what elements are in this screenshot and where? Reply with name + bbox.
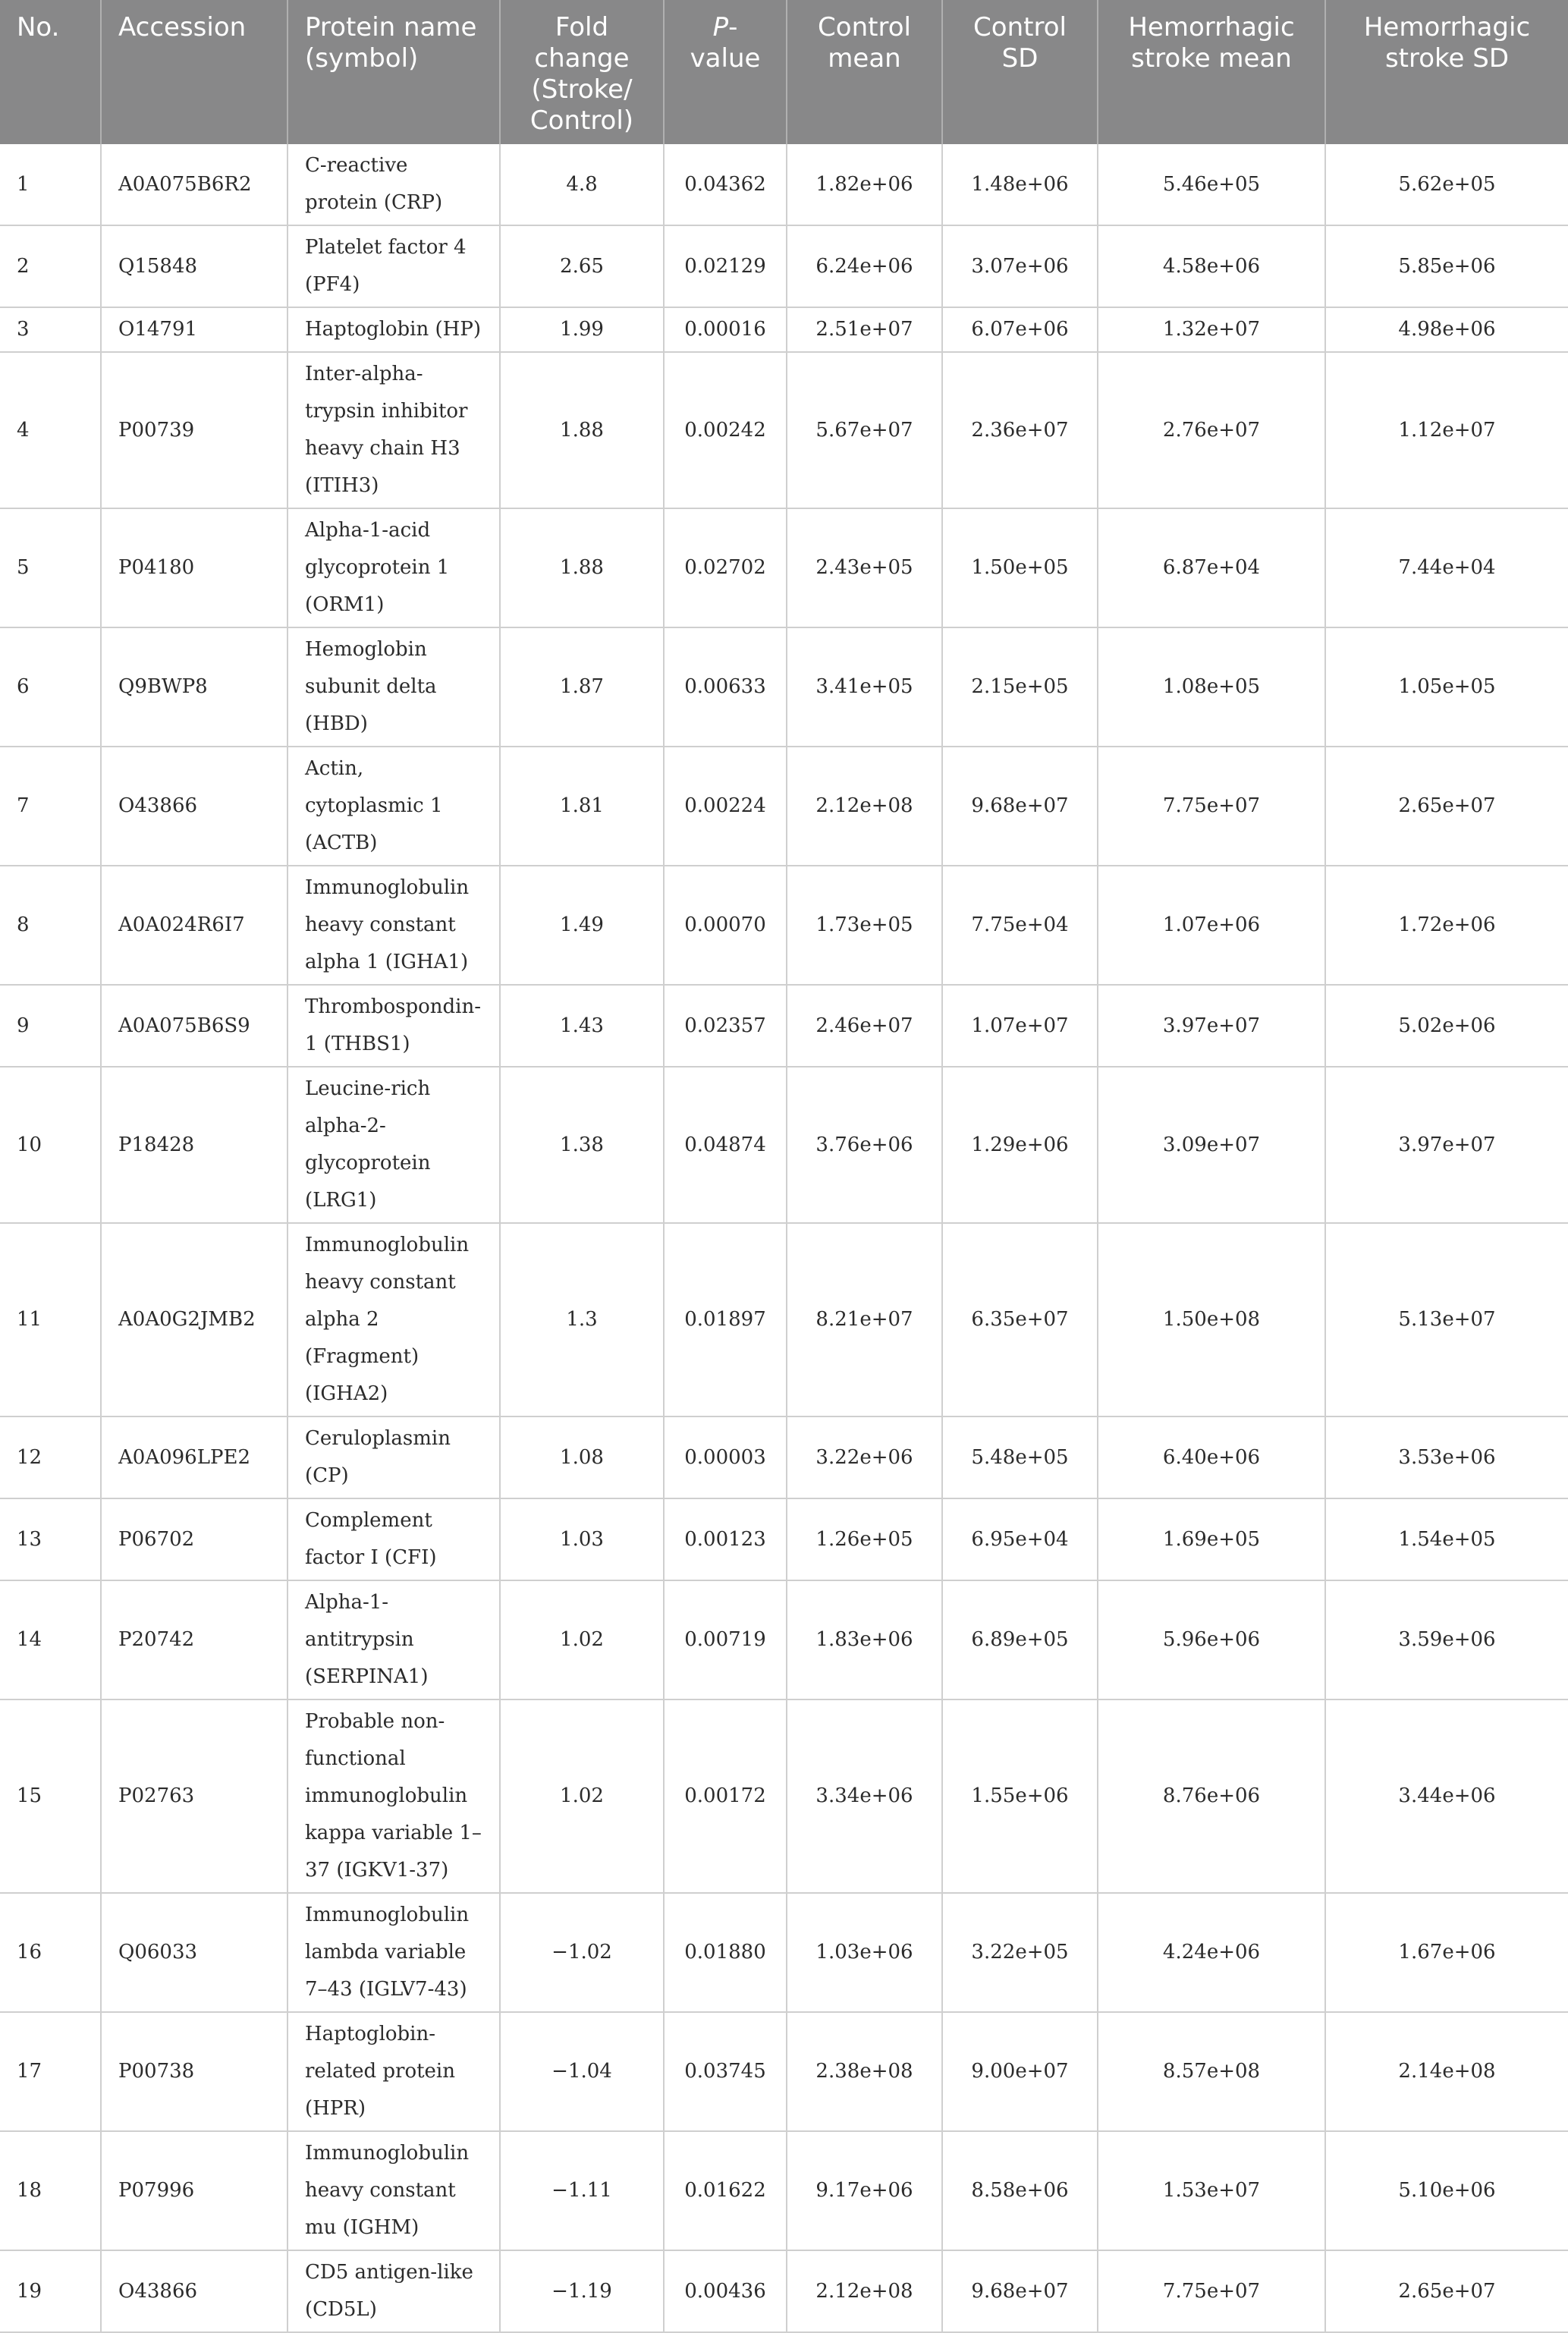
- header-control-sd: Control SD: [942, 0, 1098, 144]
- cell-stroke-sd: 1.54e+05: [1325, 1498, 1568, 1580]
- cell-p-value: 0.02357: [664, 985, 787, 1067]
- cell-fold-change: 1.88: [500, 508, 664, 627]
- cell-control-mean: 6.24e+06: [787, 225, 942, 307]
- cell-control-mean: 2.51e+07: [787, 307, 942, 352]
- cell-stroke-sd: 3.53e+06: [1325, 1416, 1568, 1498]
- cell-stroke-mean: 5.96e+06: [1098, 1580, 1325, 1699]
- header-accession: Accession: [101, 0, 288, 144]
- cell-protein-name: Alpha-1-antitrypsin (SERPINA1): [288, 1580, 500, 1699]
- cell-no: 4: [0, 352, 101, 508]
- cell-stroke-sd: 2.65e+07: [1325, 747, 1568, 866]
- table-row: [0, 1223, 1568, 1416]
- cell-fold-change: 1.49: [500, 866, 664, 985]
- cell-protein-name: CD5 antigen-like (CD5L): [288, 2250, 500, 2332]
- cell-control-mean: 3.22e+06: [787, 1416, 942, 1498]
- cell-p-value: 0.02129: [664, 225, 787, 307]
- cell-fold-change: 1.81: [500, 747, 664, 866]
- cell-control-mean: 3.76e+06: [787, 1067, 942, 1223]
- cell-no: 5: [0, 508, 101, 627]
- cell-no: 9: [0, 985, 101, 1067]
- cell-accession: P02763: [101, 1699, 288, 1893]
- cell-control-sd: 1.07e+07: [942, 985, 1098, 1067]
- cell-stroke-sd: 7.44e+04: [1325, 508, 1568, 627]
- cell-accession: P00739: [101, 352, 288, 508]
- cell-accession: P00738: [101, 2012, 288, 2131]
- cell-control-mean: 2.12e+08: [787, 2250, 942, 2332]
- cell-fold-change: 1.43: [500, 985, 664, 1067]
- cell-control-mean: 2.43e+05: [787, 508, 942, 627]
- cell-accession: P06702: [101, 1498, 288, 1580]
- cell-accession: P07996: [101, 2131, 288, 2250]
- cell-no: 10: [0, 1067, 101, 1223]
- cell-p-value: 0.00070: [664, 866, 787, 985]
- cell-no: 18: [0, 2131, 101, 2250]
- cell-control-sd: 7.75e+04: [942, 866, 1098, 985]
- cell-stroke-sd: 4.98e+06: [1325, 307, 1568, 352]
- cell-stroke-sd: 2.65e+07: [1325, 2250, 1568, 2332]
- cell-stroke-mean: 1.07e+06: [1098, 866, 1325, 985]
- cell-stroke-mean: 1.50e+08: [1098, 1223, 1325, 1416]
- cell-accession: Q9BWP8: [101, 627, 288, 747]
- cell-control-mean: 1.03e+06: [787, 1893, 942, 2012]
- cell-stroke-mean: 7.75e+07: [1098, 747, 1325, 866]
- cell-control-sd: 3.07e+06: [942, 225, 1098, 307]
- cell-no: 6: [0, 627, 101, 747]
- cell-stroke-sd: 5.02e+06: [1325, 985, 1568, 1067]
- cell-stroke-sd: 5.85e+06: [1325, 225, 1568, 307]
- header-row: [0, 0, 1568, 144]
- cell-p-value: 0.00016: [664, 307, 787, 352]
- cell-control-sd: 1.50e+05: [942, 508, 1098, 627]
- cell-protein-name: Inter-alpha-trypsin inhibitor heavy chain H3 (ITIH3): [288, 352, 500, 508]
- cell-control-mean: 2.38e+08: [787, 2012, 942, 2131]
- cell-stroke-mean: 6.40e+06: [1098, 1416, 1325, 1498]
- table-row: [0, 1580, 1568, 1699]
- cell-control-mean: 1.26e+05: [787, 1498, 942, 1580]
- cell-control-sd: 6.07e+06: [942, 307, 1098, 352]
- cell-protein-name: Leucine-rich alpha-2-glycoprotein (LRG1): [288, 1067, 500, 1223]
- cell-control-sd: 2.36e+07: [942, 352, 1098, 508]
- cell-protein-name: Thrombospondin-1 (THBS1): [288, 985, 500, 1067]
- table-row: [0, 1893, 1568, 2012]
- table-row: [0, 2131, 1568, 2250]
- cell-protein-name: Immunoglobulin heavy constant alpha 1 (IGHA1): [288, 866, 500, 985]
- cell-stroke-sd: 3.59e+06: [1325, 1580, 1568, 1699]
- cell-protein-name: Probable non-functional immunoglobulin kappa variable 1–37 (IGKV1-37): [288, 1699, 500, 1893]
- cell-control-sd: 6.89e+05: [942, 1580, 1098, 1699]
- cell-control-mean: 5.67e+07: [787, 352, 942, 508]
- cell-p-value: 0.00123: [664, 1498, 787, 1580]
- cell-control-sd: 3.22e+05: [942, 1893, 1098, 2012]
- cell-p-value: 0.04874: [664, 1067, 787, 1223]
- cell-protein-name: Actin, cytoplasmic 1 (ACTB): [288, 747, 500, 866]
- table-row: [0, 866, 1568, 985]
- cell-accession: O43866: [101, 747, 288, 866]
- cell-stroke-sd: 2.14e+08: [1325, 2012, 1568, 2131]
- cell-stroke-sd: 3.44e+06: [1325, 1699, 1568, 1893]
- table-row: [0, 2012, 1568, 2131]
- table-body: [0, 144, 1568, 2332]
- cell-no: 16: [0, 1893, 101, 2012]
- cell-protein-name: Hemoglobin subunit delta (HBD): [288, 627, 500, 747]
- header-protein-name: Protein name (symbol): [288, 0, 500, 144]
- cell-fold-change: 1.3: [500, 1223, 664, 1416]
- cell-p-value: 0.03745: [664, 2012, 787, 2131]
- cell-no: 13: [0, 1498, 101, 1580]
- cell-stroke-mean: 8.76e+06: [1098, 1699, 1325, 1893]
- cell-fold-change: 1.02: [500, 1580, 664, 1699]
- cell-fold-change: 1.02: [500, 1699, 664, 1893]
- cell-stroke-sd: 1.67e+06: [1325, 1893, 1568, 2012]
- cell-control-sd: 6.35e+07: [942, 1223, 1098, 1416]
- cell-protein-name: Haptoglobin-related protein (HPR): [288, 2012, 500, 2131]
- cell-protein-name: Platelet factor 4 (PF4): [288, 225, 500, 307]
- cell-protein-name: Complement factor I (CFI): [288, 1498, 500, 1580]
- cell-control-sd: 9.00e+07: [942, 2012, 1098, 2131]
- cell-accession: A0A075B6S9: [101, 985, 288, 1067]
- cell-p-value: 0.02702: [664, 508, 787, 627]
- table-row: [0, 2250, 1568, 2332]
- cell-fold-change: 1.38: [500, 1067, 664, 1223]
- cell-p-value: 0.01622: [664, 2131, 787, 2250]
- table-row: [0, 747, 1568, 866]
- cell-stroke-mean: 4.58e+06: [1098, 225, 1325, 307]
- cell-fold-change: 4.8: [500, 144, 664, 225]
- cell-control-sd: 2.15e+05: [942, 627, 1098, 747]
- cell-stroke-sd: 5.13e+07: [1325, 1223, 1568, 1416]
- cell-control-sd: 1.48e+06: [942, 144, 1098, 225]
- cell-stroke-sd: 1.12e+07: [1325, 352, 1568, 508]
- cell-stroke-mean: 8.57e+08: [1098, 2012, 1325, 2131]
- table-row: [0, 352, 1568, 508]
- cell-control-sd: 6.95e+04: [942, 1498, 1098, 1580]
- table-row: [0, 1067, 1568, 1223]
- cell-no: 2: [0, 225, 101, 307]
- table-row: [0, 1416, 1568, 1498]
- cell-control-mean: 3.41e+05: [787, 627, 942, 747]
- cell-no: 1: [0, 144, 101, 225]
- cell-stroke-mean: 1.32e+07: [1098, 307, 1325, 352]
- cell-no: 3: [0, 307, 101, 352]
- cell-control-sd: 9.68e+07: [942, 747, 1098, 866]
- cell-no: 7: [0, 747, 101, 866]
- cell-stroke-sd: 5.10e+06: [1325, 2131, 1568, 2250]
- cell-accession: Q06033: [101, 1893, 288, 2012]
- cell-control-sd: 8.58e+06: [942, 2131, 1098, 2250]
- cell-no: 15: [0, 1699, 101, 1893]
- cell-no: 19: [0, 2250, 101, 2332]
- table-row: [0, 225, 1568, 307]
- cell-accession: A0A024R6I7: [101, 866, 288, 985]
- cell-p-value: 0.00436: [664, 2250, 787, 2332]
- cell-stroke-mean: 1.08e+05: [1098, 627, 1325, 747]
- cell-fold-change: −1.02: [500, 1893, 664, 2012]
- cell-fold-change: 1.03: [500, 1498, 664, 1580]
- cell-stroke-sd: 3.97e+07: [1325, 1067, 1568, 1223]
- cell-stroke-sd: 1.05e+05: [1325, 627, 1568, 747]
- cell-no: 12: [0, 1416, 101, 1498]
- cell-p-value: 0.00224: [664, 747, 787, 866]
- cell-p-value: 0.00719: [664, 1580, 787, 1699]
- header-fold-change: Fold change (Stroke/ Control): [500, 0, 664, 144]
- table-row: [0, 508, 1568, 627]
- cell-control-mean: 1.82e+06: [787, 144, 942, 225]
- header-no: No.: [0, 0, 101, 144]
- cell-control-sd: 1.55e+06: [942, 1699, 1098, 1893]
- cell-protein-name: Immunoglobulin heavy constant mu (IGHM): [288, 2131, 500, 2250]
- cell-control-mean: 2.46e+07: [787, 985, 942, 1067]
- table-row: [0, 144, 1568, 225]
- cell-no: 8: [0, 866, 101, 985]
- cell-p-value: 0.04362: [664, 144, 787, 225]
- cell-p-value: 0.00003: [664, 1416, 787, 1498]
- header-p-value-italic: P: [712, 12, 729, 42]
- cell-stroke-mean: 1.69e+05: [1098, 1498, 1325, 1580]
- cell-fold-change: −1.19: [500, 2250, 664, 2332]
- cell-protein-name: Immunoglobulin lambda variable 7–43 (IGLV7-43): [288, 1893, 500, 2012]
- cell-stroke-mean: 3.97e+07: [1098, 985, 1325, 1067]
- cell-protein-name: Ceruloplasmin (CP): [288, 1416, 500, 1498]
- cell-control-sd: 5.48e+05: [942, 1416, 1098, 1498]
- cell-stroke-mean: 5.46e+05: [1098, 144, 1325, 225]
- header-p-value: [664, 0, 787, 144]
- cell-stroke-sd: 5.62e+05: [1325, 144, 1568, 225]
- cell-fold-change: 1.08: [500, 1416, 664, 1498]
- cell-stroke-mean: 3.09e+07: [1098, 1067, 1325, 1223]
- cell-fold-change: −1.11: [500, 2131, 664, 2250]
- cell-protein-name: C-reactive protein (CRP): [288, 144, 500, 225]
- cell-stroke-mean: 6.87e+04: [1098, 508, 1325, 627]
- header-control-mean: Control mean: [787, 0, 942, 144]
- cell-protein-name: Alpha-1-acid glycoprotein 1 (ORM1): [288, 508, 500, 627]
- cell-stroke-mean: 7.75e+07: [1098, 2250, 1325, 2332]
- cell-accession: A0A0G2JMB2: [101, 1223, 288, 1416]
- cell-stroke-mean: 4.24e+06: [1098, 1893, 1325, 2012]
- table-row: [0, 627, 1568, 747]
- table-row: [0, 1699, 1568, 1893]
- header-p-value-rest: -value: [690, 12, 761, 74]
- cell-protein-name: Immunoglobulin heavy constant alpha 2 (Fragment) (IGHA2): [288, 1223, 500, 1416]
- cell-p-value: 0.01880: [664, 1893, 787, 2012]
- cell-control-mean: 3.34e+06: [787, 1699, 942, 1893]
- cell-p-value: 0.00242: [664, 352, 787, 508]
- cell-control-sd: 1.29e+06: [942, 1067, 1098, 1223]
- cell-fold-change: 1.99: [500, 307, 664, 352]
- cell-accession: O14791: [101, 307, 288, 352]
- header-stroke-mean: Hemorrhagic stroke mean: [1098, 0, 1325, 144]
- cell-control-mean: 1.73e+05: [787, 866, 942, 985]
- cell-fold-change: −1.04: [500, 2012, 664, 2131]
- table-row: [0, 307, 1568, 352]
- cell-no: 14: [0, 1580, 101, 1699]
- cell-p-value: 0.01897: [664, 1223, 787, 1416]
- cell-stroke-sd: 1.72e+06: [1325, 866, 1568, 985]
- cell-accession: O43866: [101, 2250, 288, 2332]
- cell-control-mean: 8.21e+07: [787, 1223, 942, 1416]
- cell-p-value: 0.00633: [664, 627, 787, 747]
- cell-fold-change: 1.87: [500, 627, 664, 747]
- cell-no: 11: [0, 1223, 101, 1416]
- cell-accession: P18428: [101, 1067, 288, 1223]
- cell-accession: P20742: [101, 1580, 288, 1699]
- table-row: [0, 1498, 1568, 1580]
- table-row: [0, 985, 1568, 1067]
- cell-fold-change: 2.65: [500, 225, 664, 307]
- cell-control-sd: 9.68e+07: [942, 2250, 1098, 2332]
- cell-p-value: 0.00172: [664, 1699, 787, 1893]
- cell-stroke-mean: 1.53e+07: [1098, 2131, 1325, 2250]
- cell-accession: Q15848: [101, 225, 288, 307]
- cell-protein-name: Haptoglobin (HP): [288, 307, 500, 352]
- cell-fold-change: 1.88: [500, 352, 664, 508]
- cell-control-mean: 9.17e+06: [787, 2131, 942, 2250]
- cell-stroke-mean: 2.76e+07: [1098, 352, 1325, 508]
- cell-accession: A0A096LPE2: [101, 1416, 288, 1498]
- header-stroke-sd: Hemorrhagic stroke SD: [1325, 0, 1568, 144]
- cell-no: 17: [0, 2012, 101, 2131]
- cell-control-mean: 2.12e+08: [787, 747, 942, 866]
- cell-accession: P04180: [101, 508, 288, 627]
- cell-control-mean: 1.83e+06: [787, 1580, 942, 1699]
- cell-accession: A0A075B6R2: [101, 144, 288, 225]
